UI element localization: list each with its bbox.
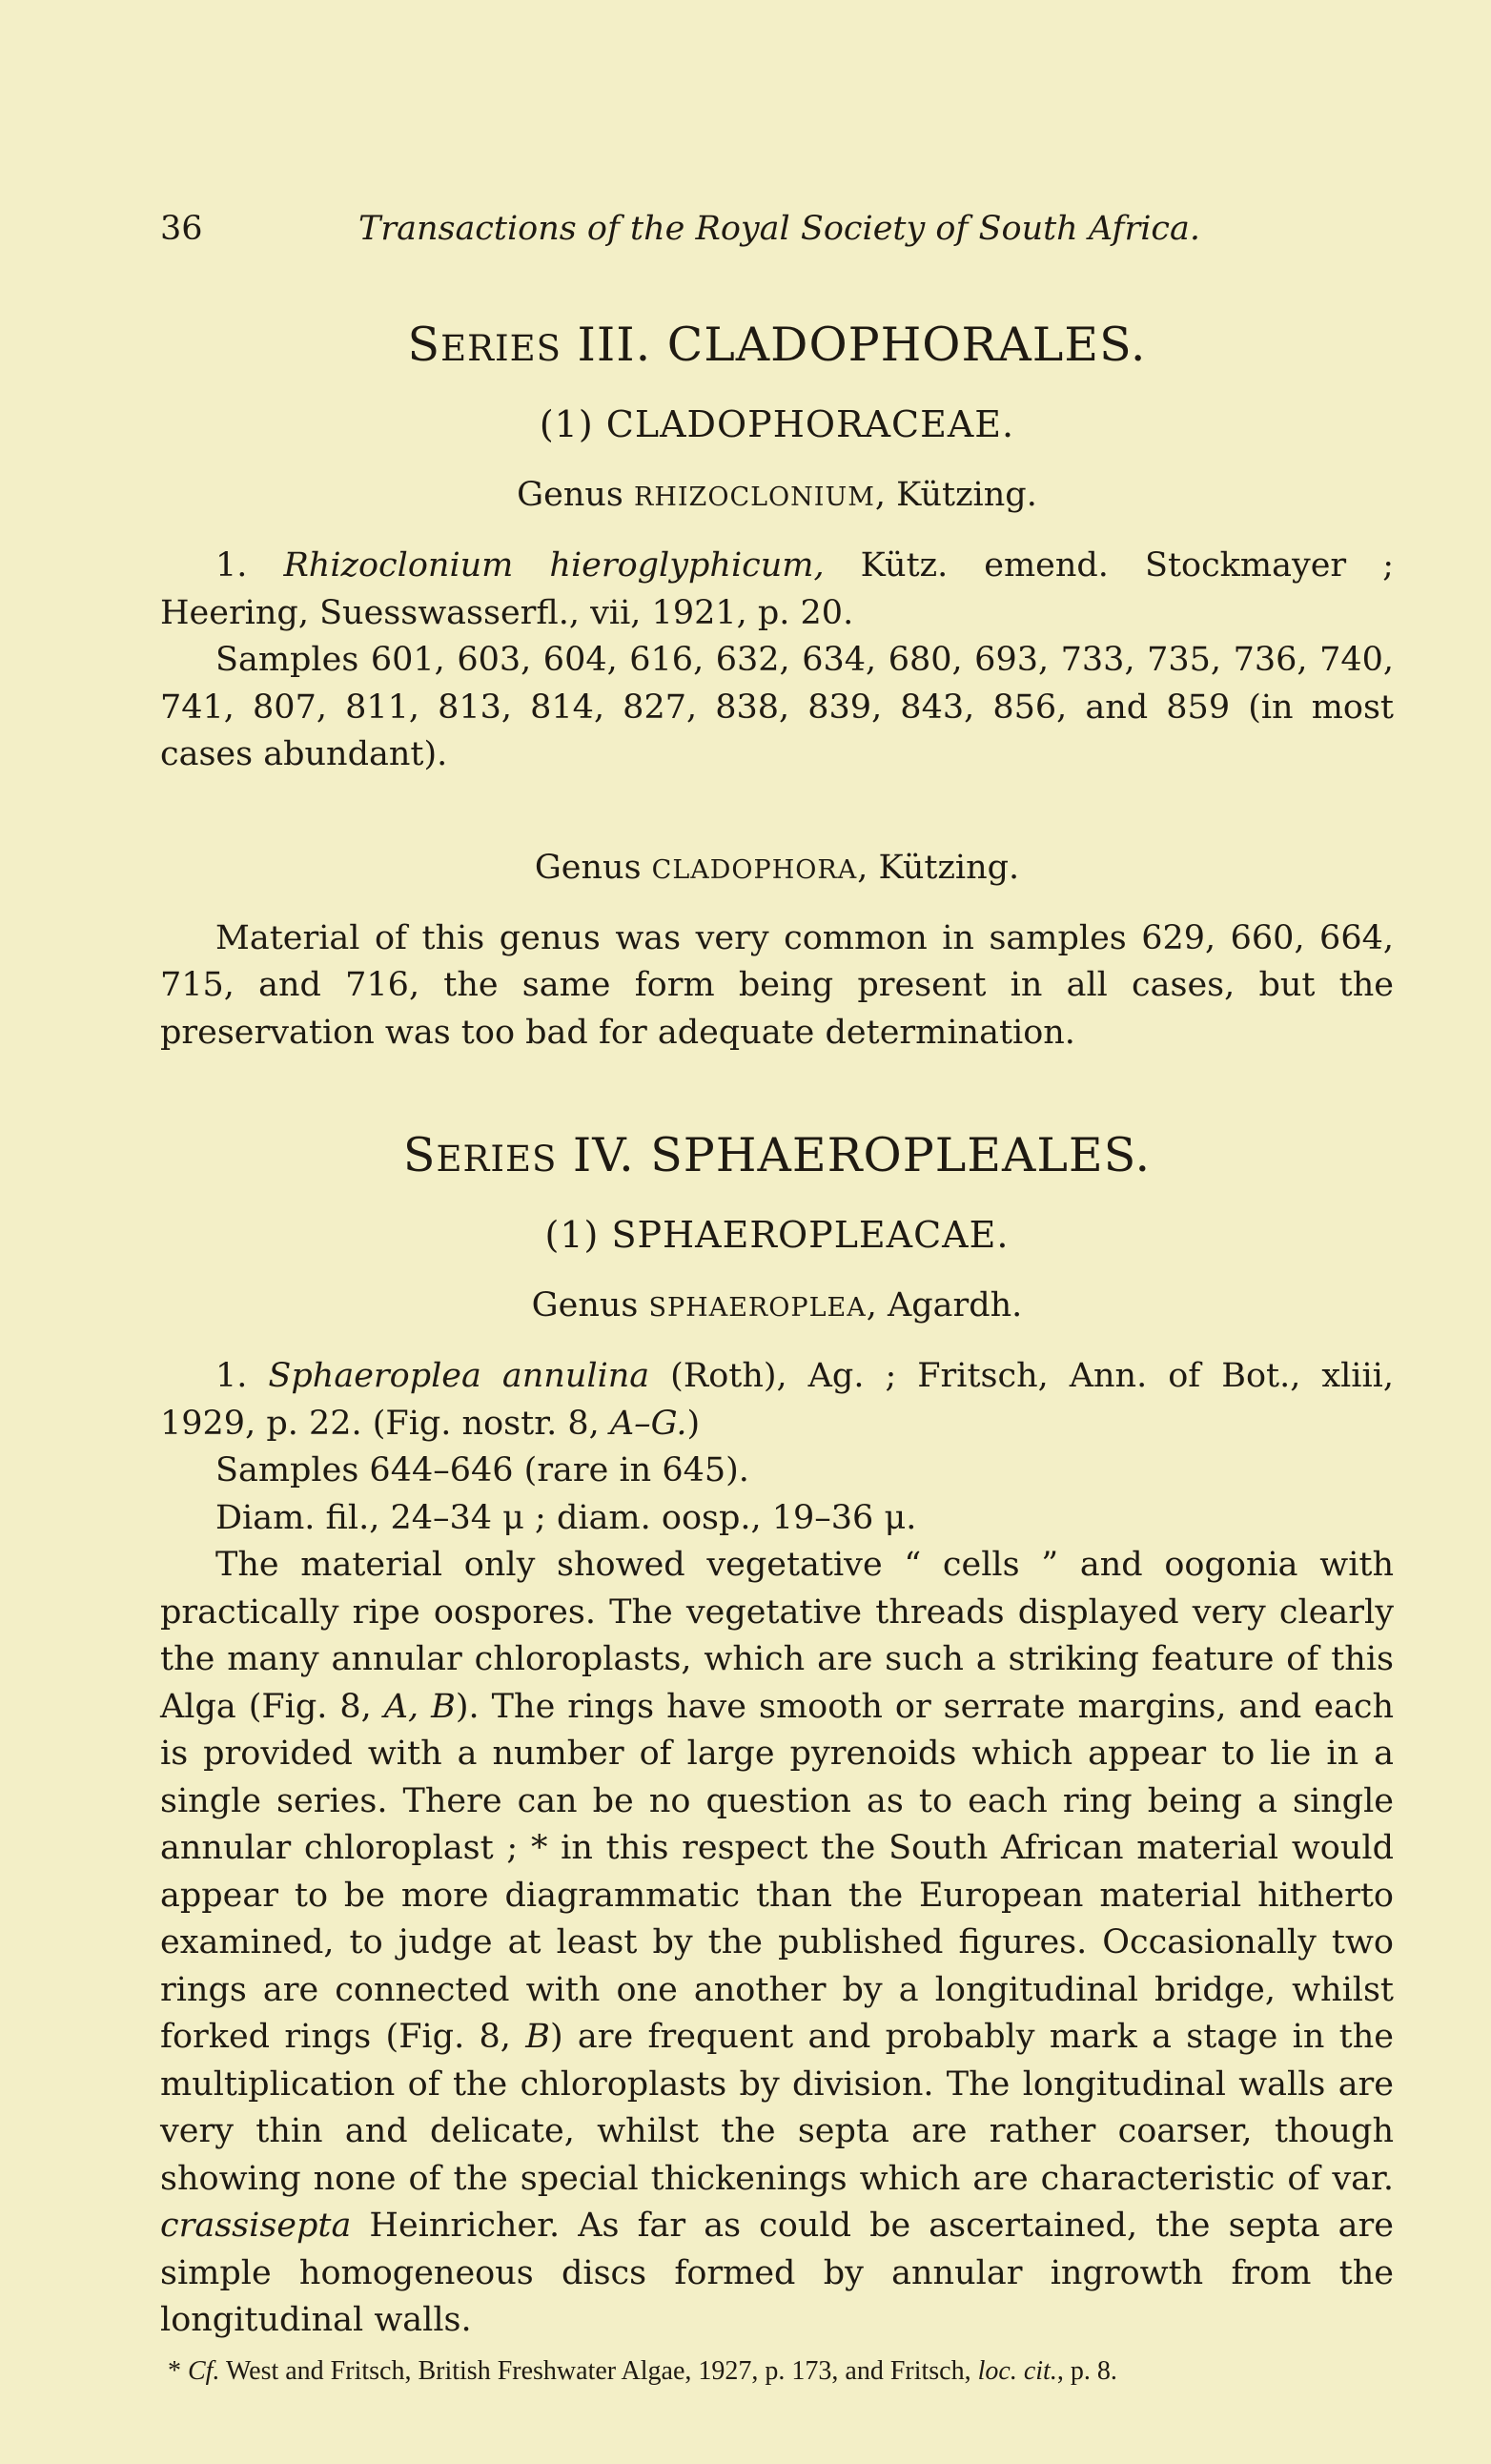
species-name: Sphaeroplea annulina [268,1357,650,1395]
family-heading: (1) CLADOPHORACEAE. [539,403,1015,445]
samples-paragraph: Samples 644–646 (rare in 645). [215,1451,749,1489]
footnote: * Cf. West and Fritsch, British Freshwater Algae, 1927, p. 173, and Fritsch, loc. cit., p. 8. [168,2355,1117,2386]
running-header [160,210,1394,267]
page [160,210,1394,2391]
species-entry: 1. Sphaeroplea annulina (Roth), Ag. ; Fritsch, Ann. of Bot., xliii, 1929, p. 22. (Fig. nostr. 8, A–G.) [160,1357,1394,1443]
genus-name: RHIZOCLONIUM [634,483,875,512]
variety-name: crassisepta [160,2207,352,2245]
samples-paragraph: Samples 601, 603, 604, 616, 632, 634, 680, 693, 733, 735, 736, 740, 741, 807, 811, 813, 814, 827, 838, 839, 843, 856, and 859 (in most cases abundant). [160,641,1394,773]
series-title: IV. SPHAEROPLEALES. [572,1128,1152,1182]
family-heading: (1) SPHAEROPLEACAE. [544,1214,1010,1256]
series-heading-3: SERIES III. CLADOPHORALES. [407,318,1147,372]
genus-heading-sphaeroplea: Genus SPHAEROPLEA, Agardh. [531,1286,1023,1324]
genus-heading-cladophora: Genus CLADOPHORA, Kützing. [534,848,1020,887]
genus-heading-rhizoclonium: Genus RHIZOCLONIUM, Kützing. [517,476,1037,514]
species-name: Rhizoclonium hieroglyphicum, [283,546,825,585]
running-title: Transactions of the Royal Society of South Africa. [358,210,1200,248]
description-paragraph: The material only showed vegetative “ cells ” and oogonia with practically ripe oospores. The vegetative threads displayed very clearly the many annular chloroplasts, which are such a striking feature of this Alga (Fig. 8, A, B). The rings have smooth or serrate margins, and each is provided with a number of large pyrenoids which appear to lie in a single series. There can be no question as to each ring being a single annular chloroplast ; * in this respect the South African material would appear to be more diagrammatic than the European material hitherto examined, to judge at least by the published figures. Occasionally two rings are connected with one another by a longitudinal bridge, whilst forked rings (Fig. 8, B) are frequent and probably mark a stage in the multiplication of the chloroplasts by division. The longitudinal walls are very thin and delicate, whilst the septa are rather coarser, though showing none of the special thickenings which are characteristic of var. crassisepta Heinricher. As far as could be ascertained, the septa are simple homogeneous discs formed by annular ingrowth from the longitudinal walls. [160,1546,1394,2339]
series-title: III. CLADOPHORALES. [577,318,1147,372]
genus-name: SPHAEROPLEA [648,1293,867,1323]
series-heading-4: SERIES IV. SPHAEROPLEALES. [402,1128,1152,1182]
page-number: 36 [160,210,203,248]
dimensions-paragraph: Diam. fil., 24–34 μ ; diam. oosp., 19–36 μ. [215,1498,917,1537]
species-entry: 1. Rhizoclonium hieroglyphicum, Kütz. emend. Stockmayer ; Heering, Suesswasserfl., vii, 1921, p. 20. [160,546,1394,632]
body-paragraph: Material of this genus was very common in samples 629, 660, 664, 715, and 716, the same form being present in all cases, but the preservation was too bad for adequate determination. [160,918,1394,1052]
genus-name: CLADOPHORA [651,854,858,885]
